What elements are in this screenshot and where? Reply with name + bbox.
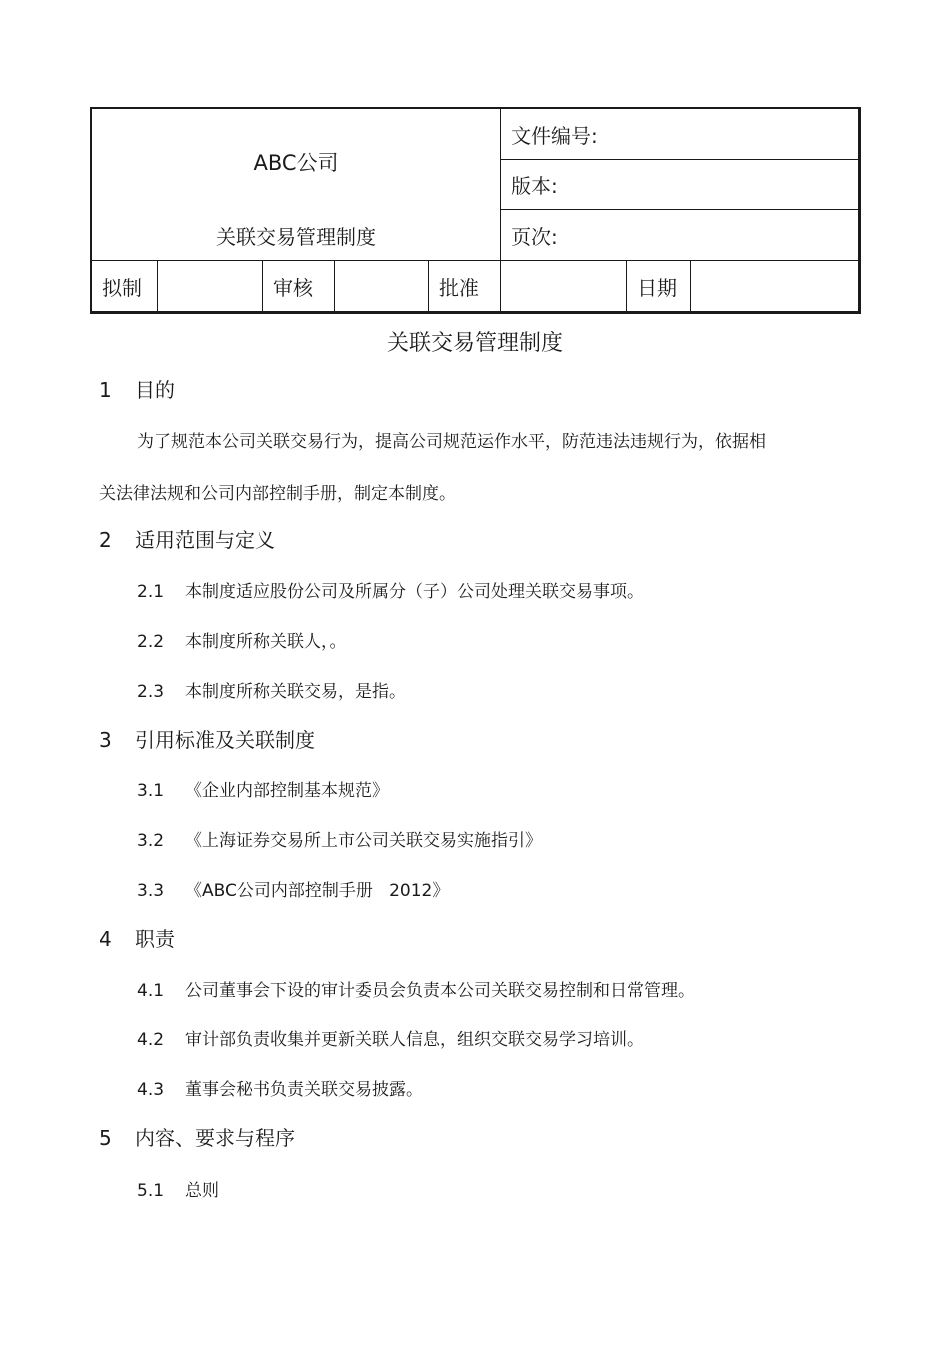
list-item	[137, 876, 449, 901]
item-text: 本制度所称关联人，。	[185, 632, 347, 652]
list-item	[137, 1075, 423, 1100]
item-number: 4.1	[137, 981, 165, 1001]
draft-value	[158, 261, 263, 312]
item-text: 本制度所称关联交易，是指。	[185, 682, 406, 702]
section-title: 适用范围与定义	[135, 528, 275, 552]
section-heading	[99, 374, 175, 403]
header-title-cell	[92, 109, 501, 261]
item-number: 4.3	[137, 1080, 165, 1100]
list-item	[137, 1176, 219, 1201]
review-value	[335, 261, 429, 312]
item-text: 总则	[185, 1181, 219, 1201]
list-item	[137, 976, 695, 1001]
item-text: 《上海证券交易所上市公司关联交易实施指引》	[185, 831, 542, 851]
section-heading	[99, 524, 275, 553]
item-text: 本制度适应股份公司及所属分（子）公司处理关联交易事项。	[185, 582, 644, 602]
paragraph-line: 关法律法规和公司内部控制手册，制定本制度。	[99, 484, 456, 504]
approve-label: 批准	[429, 261, 501, 312]
item-text: 公司董事会下设的审计委员会负责本公司关联交易控制和日常管理。	[185, 981, 695, 1001]
file-number-field: 文件编号:	[501, 109, 859, 160]
item-number: 3.3	[137, 881, 165, 901]
item-number: 5.1	[137, 1181, 165, 1201]
section-heading	[99, 1122, 295, 1151]
list-item	[137, 677, 406, 702]
item-text: 董事会秘书负责关联交易披露。	[185, 1080, 423, 1100]
item-number: 3.1	[137, 781, 165, 801]
date-value	[691, 261, 859, 312]
section-title: 目的	[135, 378, 175, 402]
section-number: 3	[99, 728, 112, 752]
document-header-table	[91, 108, 859, 312]
section-number: 2	[99, 528, 112, 552]
paragraph-line: 为了规范本公司关联交易行为，提高公司规范运作水平，防范违法违规行为，依据相	[137, 432, 766, 452]
section-number: 5	[99, 1126, 112, 1150]
section-heading	[99, 923, 175, 952]
document-title: 关联交易管理制度	[386, 331, 563, 356]
item-number: 2.1	[137, 582, 165, 602]
item-text: 《企业内部控制基本规范》	[185, 781, 389, 801]
item-number: 2.3	[137, 682, 165, 702]
version-field: 版本:	[501, 160, 859, 210]
list-item	[137, 1025, 644, 1050]
item-number: 3.2	[137, 831, 165, 851]
section-number: 4	[99, 927, 112, 951]
company-name: ABC公司	[253, 151, 339, 175]
item-text: 《ABC公司内部控制手册 2012》	[185, 881, 450, 901]
item-number: 4.2	[137, 1030, 165, 1050]
list-item	[137, 627, 347, 652]
item-number: 2.2	[137, 632, 165, 652]
header-document-name: 关联交易管理制度	[216, 225, 377, 249]
date-label: 日期	[627, 261, 691, 312]
section-title: 引用标准及关联制度	[135, 728, 315, 752]
section-title: 内容、要求与程序	[135, 1126, 295, 1150]
review-label: 审核	[263, 261, 335, 312]
approve-value	[501, 261, 627, 312]
section-heading	[99, 724, 315, 753]
list-item	[137, 776, 389, 801]
section-title: 职责	[135, 927, 175, 951]
list-item	[137, 826, 542, 851]
draft-label: 拟制	[92, 261, 158, 312]
list-item	[137, 577, 644, 602]
section-number: 1	[99, 378, 112, 402]
page-field: 页次:	[501, 210, 859, 261]
item-text: 审计部负责收集并更新关联人信息，组织交联交易学习培训。	[185, 1030, 644, 1050]
